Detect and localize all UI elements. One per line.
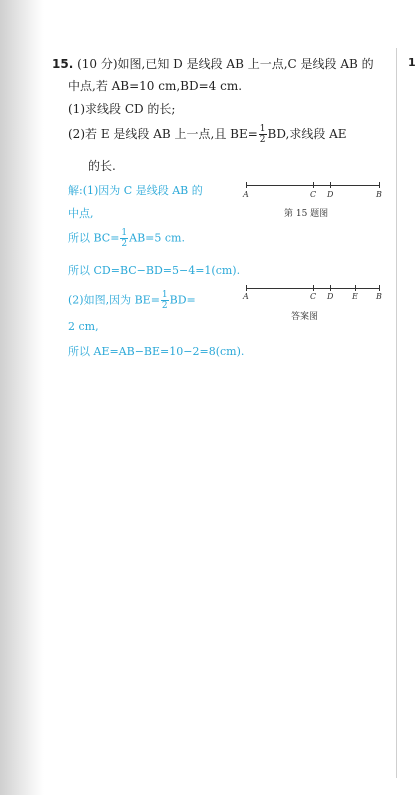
answer-figure-caption: 答案图: [291, 312, 319, 322]
fraction-numerator: 1: [259, 124, 266, 134]
solution-line-5-b: BD=: [169, 293, 196, 307]
answer-tick-c: [313, 285, 314, 291]
label-d: D: [327, 190, 334, 199]
problem-statement-1: (10 分)如图,已知 D 是线段 AB 上一点,C 是线段 AB 的: [77, 57, 374, 71]
answer-tick-a: [246, 285, 247, 291]
solution-fraction-2-denominator: 2: [161, 301, 168, 311]
answer-label-d: D: [327, 292, 334, 301]
tick-a: [246, 182, 247, 188]
solution-line-3-b: AB=5 cm.: [129, 231, 185, 245]
solution-line-5-a: (2)如图,因为 BE=: [68, 293, 160, 307]
answer-label-e: E: [352, 292, 358, 301]
page-gutter-shadow: [0, 0, 44, 795]
problem-part-1: (1)求线段 CD 的长;: [68, 102, 176, 116]
solution-line-2: 中点,: [68, 207, 94, 220]
label-a: A: [243, 190, 249, 199]
solution-line-1: 解:(1)因为 C 是线段 AB 的: [68, 184, 203, 197]
fraction-half: [259, 124, 267, 145]
solution-line-6: 2 cm,: [68, 320, 99, 333]
fraction-denominator: 2: [259, 135, 266, 145]
problem-part-2: [68, 124, 347, 145]
answer-tick-d: [330, 285, 331, 291]
tick-c: [313, 182, 314, 188]
part-2-text-b: BD,求线段 AE: [267, 127, 347, 141]
column-divider: [396, 48, 397, 778]
problem-part-2-end: 的长.: [88, 159, 116, 173]
solution-line-3: [68, 228, 185, 249]
solution-fraction-1-numerator: 1: [121, 228, 128, 238]
tick-b: [379, 182, 380, 188]
next-column-problem-number: 1: [408, 56, 416, 69]
solution-fraction-2-numerator: 1: [161, 290, 168, 300]
solution-line-7: 所以 AE=AB−BE=10−2=8(cm).: [68, 345, 245, 358]
label-b: B: [376, 190, 382, 199]
solution-fraction-2: [161, 290, 169, 311]
answer-label-b: B: [376, 292, 382, 301]
part-2-text-a: (2)若 E 是线段 AB 上一点,且 BE=: [68, 127, 258, 141]
problem-line-1: [52, 55, 374, 72]
answer-label-c: C: [310, 292, 317, 301]
solution-line-3-a: 所以 BC=: [68, 231, 120, 245]
answer-tick-e: [355, 285, 356, 291]
solution-fraction-1-denominator: 2: [121, 239, 128, 249]
figure-15-caption: 第 15 题图: [284, 209, 329, 219]
solution-line-5: [68, 290, 196, 311]
label-c: C: [310, 190, 317, 199]
answer-tick-b: [379, 285, 380, 291]
answer-label-a: A: [243, 292, 249, 301]
solution-line-4: 所以 CD=BC−BD=5−4=1(cm).: [68, 264, 241, 277]
problem-number: 15.: [52, 57, 74, 71]
solution-fraction-1: [120, 228, 128, 249]
tick-d: [330, 182, 331, 188]
problem-statement-2: 中点,若 AB=10 cm,BD=4 cm.: [68, 79, 243, 93]
